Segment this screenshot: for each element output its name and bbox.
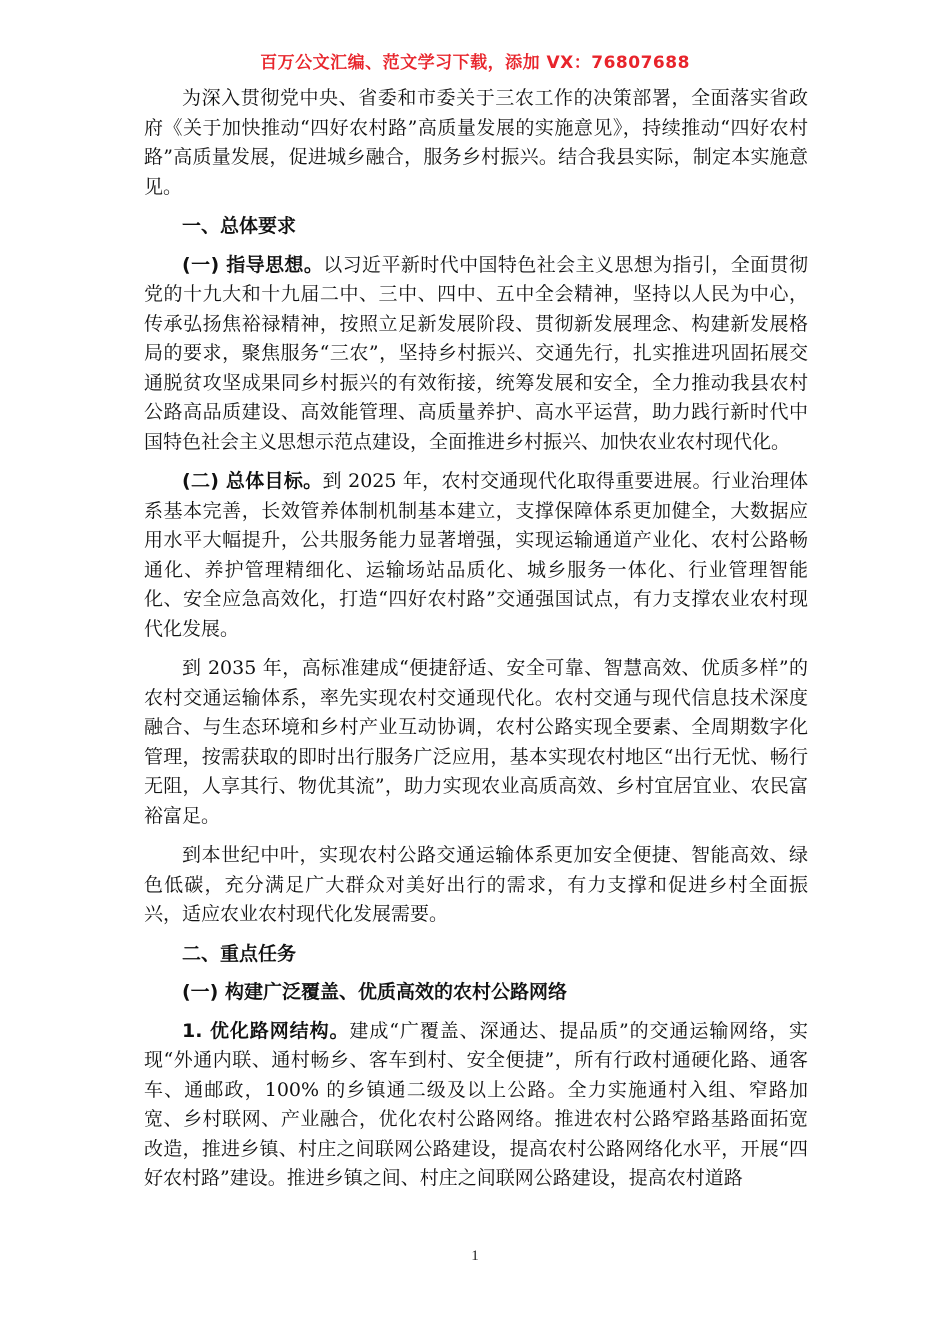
- optimize-network-body: 建成“广覆盖、深通达、提品质”的交通运输网络，实现“外通内联、通村畅乡、客车到村、安全便捷”，所有行政村通硬化路、通客车、通邮政，100% 的乡镇通二级及以上公路。全力实施通村入组、窄路加宽、乡村联网、产业融合，优化农村公路网络。推进农村公路窄路基路面拓宽改造，推进乡镇、村庄之间联网公路建设，提高农村公路网络化水平，开展“四好农村路”建设。推进乡镇之间、村庄之间联网公路建设，提高农村道路: [144, 1019, 808, 1189]
- overall-goal-lead: (二) 总体目标。: [182, 470, 323, 492]
- guiding-ideology-lead: (一) 指导思想。: [182, 253, 324, 276]
- page-number: 1: [471, 1248, 479, 1264]
- overall-goal-body: 到 2025 年，农村交通现代化取得重要进展。行业治理体系基本完善，长效管养体制机制基本建立，支撑保障体系更加健全，大数据应用水平大幅提升，公共服务能力显著增强，实现运输通道产业化、农村公路畅通化、养护管理精细化、运输场站品质化、城乡服务一体化、行业管理智能化、安全应急高效化，打造“四好农村路”交通强国试点，有力支撑农业农村现代化发展。: [144, 470, 809, 640]
- guiding-ideology-paragraph: [144, 251, 808, 458]
- guiding-ideology-body: 以习近平新时代中国特色社会主义思想为指引，全面贯彻党的十九大和十九届二中、三中、四中、五中全会精神，坚持以人民为中心，传承弘扬焦裕禄精神，按照立足新发展阶段、贯彻新发展理念、构建新发展格局的要求，聚焦服务“三农”，坚持乡村振兴、交通先行，扎实推进巩固拓展交通脱贫攻坚成果同乡村振兴的有效衔接，统筹发展和安全，全力推动我县农村公路高品质建设、高效能管理、高质量养护、高水平运营，助力践行新时代中国特色社会主义思想示范点建设，全面推进乡村振兴、加快农业农村现代化。: [144, 253, 808, 453]
- goal-midcentury-paragraph: 到本世纪中叶，实现农村公路交通运输体系更加安全便捷、智能高效、绿色低碳，充分满足广大群众对美好出行的需求，有力支撑和促进乡村全面振兴，适应农业农村现代化发展需要。: [144, 844, 808, 925]
- section-2-title: 二、重点任务: [182, 942, 297, 965]
- header-banner: 百万公文汇编、范文学习下载，添加 VX：76807688: [260, 53, 690, 73]
- section-2-subsection-1-title: (一) 构建广泛覆盖、优质高效的农村公路网络: [182, 981, 567, 1003]
- overall-goal-paragraph: [144, 467, 808, 644]
- optimize-network-paragraph: [144, 1017, 808, 1194]
- goal-2035-paragraph: 到 2035 年，高标准建成“便捷舒适、安全可靠、智慧高效、优质多样”的农村交通运输体系，率先实现农村交通现代化。农村交通与现代信息技术深度融合、与生态环境和乡村产业互动协调，农村公路实现全要素、全周期数字化管理，按需获取的即时出行服务广泛应用，基本实现农村地区“出行无忧、畅行无阻，人享其行、物优其流”，助力实现农业高质高效、乡村宜居宜业、农民富裕富足。: [144, 657, 808, 827]
- intro-paragraph: 为深入贯彻党中央、省委和市委关于三农工作的决策部署，全面落实省政府《关于加快推动“四好农村路”高质量发展的实施意见》，持续推动“四好农村路”高质量发展，促进城乡融合，服务乡村振兴。结合我县实际，制定本实施意见。: [144, 87, 808, 198]
- document-body: [144, 84, 808, 1204]
- section-1-title: 一、总体要求: [182, 215, 297, 237]
- optimize-network-lead: 1. 优化路网结构。: [182, 1019, 350, 1042]
